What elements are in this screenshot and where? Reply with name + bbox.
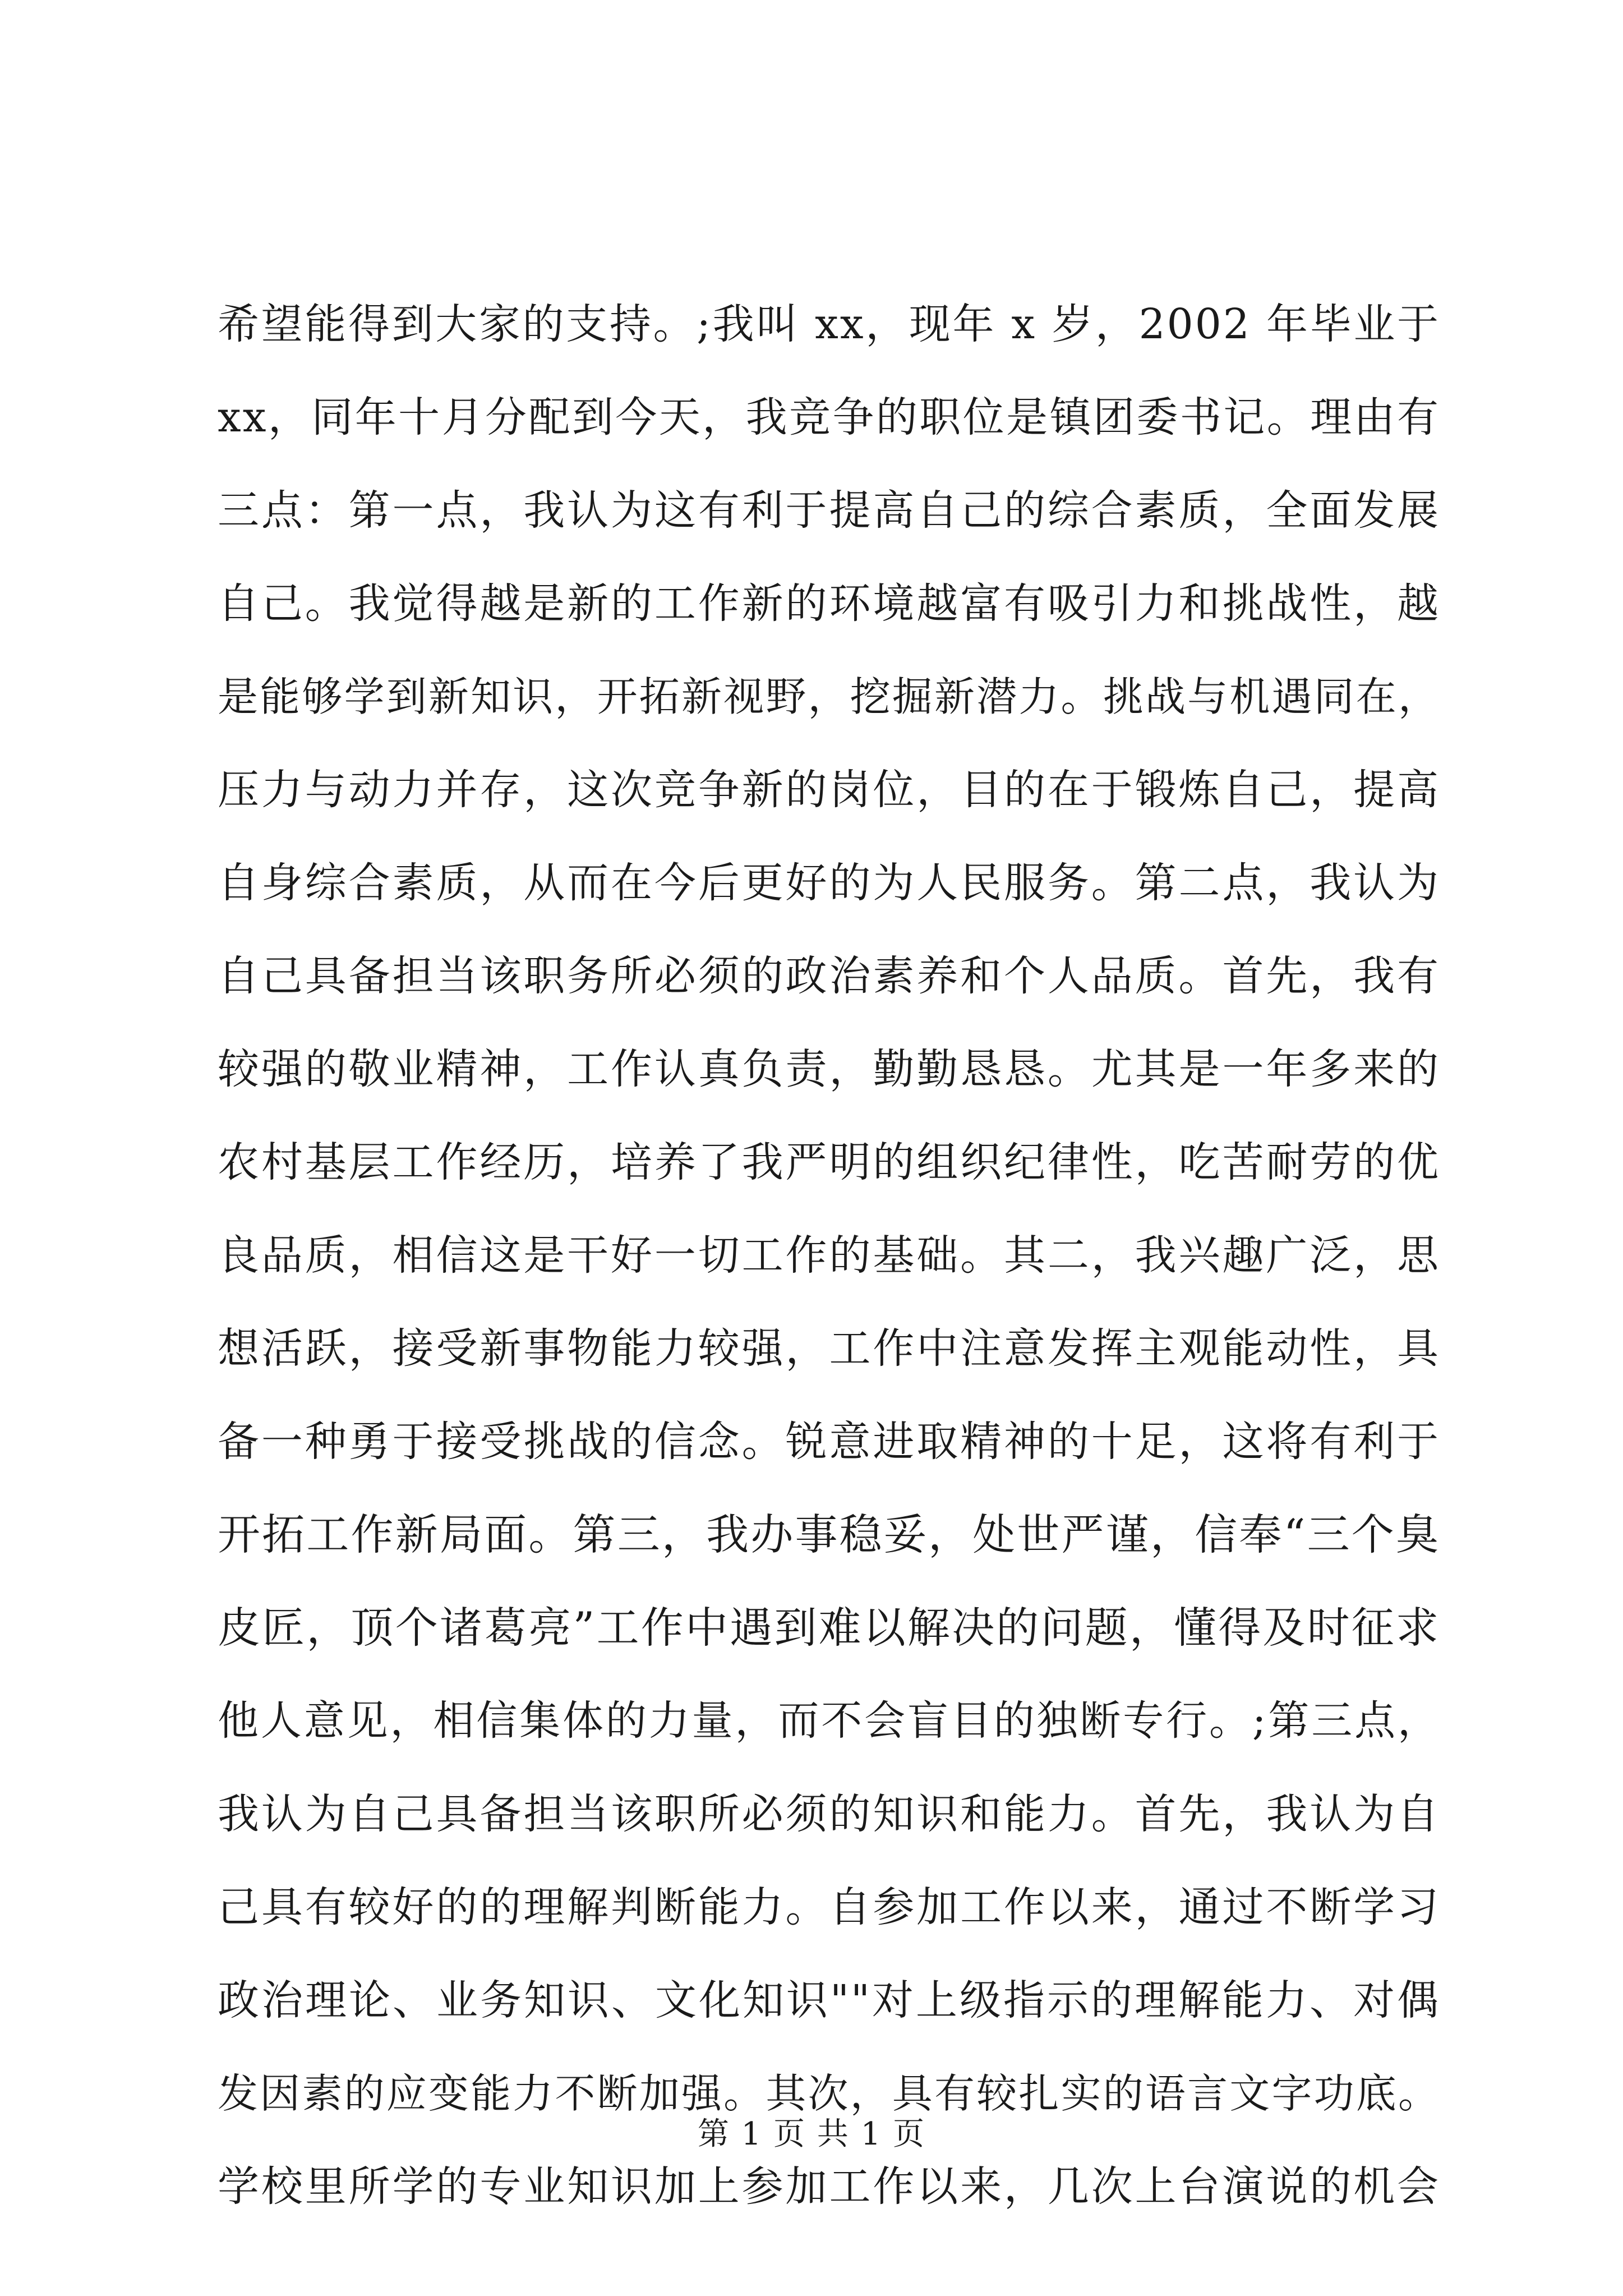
text-line-7: 自身综合素质，从而在今后更好的为人民服务。第二点，我认为 <box>218 859 1440 907</box>
text-line-17: 我认为自己具备担当该职所必须的知识和能力。首先，我认为自 <box>218 1790 1440 1838</box>
text-line-4: 自己。我觉得越是新的工作新的环境越富有吸引力和挑战性，越 <box>218 579 1440 628</box>
text-line-11: 良品质，相信这是干好一切工作的基础。其二，我兴趣广泛，思 <box>218 1231 1440 1280</box>
text-line-13: 备一种勇于接受挑战的信念。锐意进取精神的十足，这将有利于 <box>218 1418 1440 1466</box>
page-footer <box>0 2115 1623 2154</box>
text-line-16: 他人意见，相信集体的力量，而不会盲目的独断专行。;第三点， <box>218 1697 1440 1745</box>
text-line-2: xx，同年十月分配到今天，我竞争的职位是镇团委书记。理由有 <box>218 393 1440 441</box>
text-line-18: 己具有较好的的理解判断能力。自参加工作以来，通过不断学习 <box>218 1883 1440 1931</box>
text-line-1: 希望能得到大家的支持。;我叫 xx，现年 x 岁，2002 年毕业于 <box>218 300 1440 348</box>
text-line-15: 皮匠，顶个诸葛亮”工作中遇到难以解决的问题，懂得及时征求 <box>218 1603 1440 1653</box>
text-line-6: 压力与动力并存，这次竞争新的岗位，目的在于锻炼自己，提高 <box>218 766 1440 814</box>
body-text <box>218 278 1440 2233</box>
text-line-9: 较强的敬业精神，工作认真负责，勤勤恳恳。尤其是一年多来的 <box>218 1045 1440 1093</box>
text-line-19: 政治理论、业务知识、文化知识""对上级指示的理解能力、对偶 <box>218 1976 1440 2024</box>
text-line-14: 开拓工作新局面。第三，我办事稳妥，处世严谨，信奉“三个臭 <box>218 1510 1440 1559</box>
page-number-label: 第 1 页 共 1 页 <box>697 2116 926 2152</box>
text-line-12: 想活跃，接受新事物能力较强，工作中注意发挥主观能动性，具 <box>218 1324 1440 1373</box>
text-line-5: 是能够学到新知识，开拓新视野，挖掘新潜力。挑战与机遇同在， <box>218 673 1440 720</box>
text-line-3: 三点：第一点，我认为这有利于提高自己的综合素质，全面发展 <box>218 486 1440 535</box>
text-line-21: 学校里所学的专业知识加上参加工作以来，几次上台演说的机会 <box>218 2162 1440 2211</box>
text-line-10: 农村基层工作经历，培养了我严明的组织纪律性，吃苦耐劳的优 <box>218 1138 1440 1186</box>
text-line-20: 发因素的应变能力不断加强。其次，具有较扎实的语言文字功底。 <box>218 2070 1440 2117</box>
text-line-8: 自己具备担当该职务所必须的政治素养和个人品质。首先，我有 <box>218 952 1440 1000</box>
